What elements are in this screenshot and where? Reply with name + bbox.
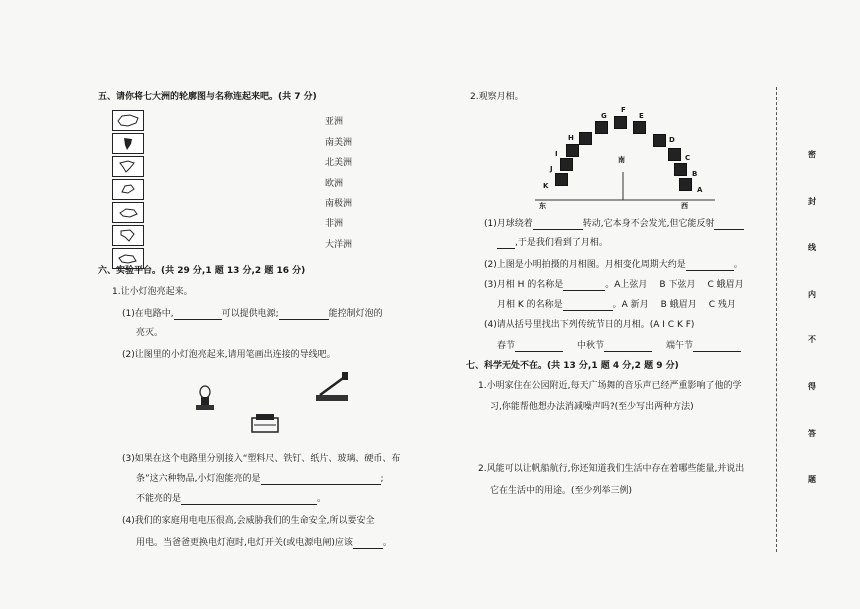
q2-1-text-c: ,于是我们看到了月相。 — [515, 238, 608, 249]
switch-icon — [316, 372, 348, 401]
q1-4-line2 — [136, 538, 392, 549]
continent-name-2[interactable]: 南美洲 — [325, 138, 353, 148]
q2-3-opt-d: 。A 新月 — [612, 300, 649, 311]
side-char-1: 密 — [808, 150, 816, 159]
q1-3-line2 — [136, 474, 384, 485]
festival-spring-blank[interactable] — [515, 341, 563, 352]
side-char-2: 封 — [808, 197, 816, 206]
q2-3-opt-c: C 蛾眉月 — [707, 280, 744, 291]
q1-3-semicolon: ; — [380, 474, 384, 485]
q1-1-text-b: 可以提供电源; — [221, 309, 279, 320]
q2-3-opt-b: B 下弦月 — [659, 280, 696, 291]
direction-west: 西 — [681, 202, 688, 210]
moon-label-f: F — [621, 106, 626, 114]
continent-outline-6[interactable] — [112, 225, 144, 246]
q2-1-blank-reflect-cont[interactable] — [497, 238, 515, 249]
q1-4-line1: (4)我们的家庭用电电压很高,会威胁我们的生命安全,所以要安全 — [122, 516, 375, 526]
moon-phase-i-icon — [566, 144, 579, 157]
continent-name-6[interactable]: 非洲 — [325, 219, 344, 229]
festival-midautumn-blank[interactable] — [604, 341, 652, 352]
q1-3-text-b: 条”这六种物品,小灯泡能亮的是 — [136, 474, 261, 485]
continent-shape-icon — [116, 251, 140, 266]
section7-title: 七、科学无处不在。(共 13 分,1 题 4 分,2 题 9 分) — [466, 361, 679, 371]
moon-phase-e-icon — [633, 121, 646, 134]
q2-3-opt-e: B 蛾眉月 — [660, 300, 697, 311]
continent-outline-4[interactable] — [112, 179, 144, 200]
q2-3-blank-h[interactable] — [563, 280, 605, 291]
q1-4-blank-switch-state[interactable] — [353, 538, 383, 549]
q1-1-text-a: (1)在电路中, — [122, 309, 174, 320]
q1-1-line — [122, 309, 383, 320]
moon-label-i: I — [555, 150, 558, 158]
moon-phase-j-icon — [560, 158, 573, 171]
side-char-5: 不 — [808, 335, 816, 344]
bulb-icon — [196, 386, 214, 410]
continent-name-4[interactable]: 欧洲 — [325, 179, 344, 189]
q2-3-line2 — [497, 300, 736, 311]
q2-3-opt-f: C 残月 — [708, 300, 736, 311]
continent-shape-icon — [116, 182, 140, 197]
moon-label-b: B — [692, 170, 698, 178]
continent-name-5[interactable]: 南极洲 — [325, 199, 353, 209]
side-char-8: 题 — [808, 475, 816, 484]
q1-1-line2: 亮灭。 — [136, 328, 164, 338]
q7-1-line1: 1.小明家住在公园附近,每天广场舞的音乐声已经严重影响了他的学 — [478, 381, 742, 391]
section5-title: 五、请你将七大洲的轮廓图与名称连起来吧。(共 7 分) — [98, 92, 317, 102]
q1-3-line3 — [136, 494, 326, 505]
moon-phase-f-icon — [614, 116, 627, 129]
q1-3-period: 。 — [317, 494, 327, 505]
q2-1-blank-reflect[interactable] — [714, 219, 744, 230]
continent-name-7[interactable]: 大洋洲 — [325, 240, 353, 250]
continent-outline-1[interactable] — [112, 110, 144, 131]
side-char-4: 内 — [808, 290, 816, 299]
moon-label-k: K — [543, 182, 549, 190]
moon-label-g: G — [601, 112, 607, 120]
q1-1-blank-power[interactable] — [174, 309, 222, 320]
q7-2-line2: 它在生活中的用途。(至少列举三例) — [490, 486, 633, 496]
moon-label-e: E — [639, 112, 644, 120]
q1-3-blank-lit[interactable] — [261, 474, 381, 485]
q2-3-text-a: (3)月相 H 的名称是 — [484, 280, 564, 291]
q1-2-text: (2)让图里的小灯泡亮起来,请用笔画出连接的导线吧。 — [122, 350, 336, 360]
continent-outline-3[interactable] — [112, 156, 144, 177]
q1-1-blank-switch[interactable] — [279, 309, 329, 320]
q2-1-line1 — [484, 219, 744, 230]
moon-phase-figure[interactable] — [535, 106, 715, 212]
q2-3-opt-a: 。A上弦月 — [605, 280, 648, 291]
moon-phase-b-icon — [674, 163, 687, 176]
moon-label-d: D — [669, 136, 675, 144]
moon-phase-c-icon — [668, 148, 681, 161]
moon-phase-d-icon — [653, 134, 666, 147]
q2-4-text: (4)请从括号里找出下列传统节日的月相。(A I C K F) — [484, 320, 695, 330]
q1-1-text-c: 能控制灯泡的 — [328, 309, 383, 320]
q2-heading: 2.观察月相。 — [470, 92, 524, 102]
q2-3-blank-k[interactable] — [563, 300, 613, 311]
q1-heading: 1.让小灯泡亮起来。 — [112, 287, 193, 297]
battery-icon — [252, 414, 278, 432]
festival-midautumn: 中秋节 — [577, 341, 605, 352]
q2-2-line — [484, 260, 743, 271]
q7-1-line2: 习,你能帮他想办法消减噪声吗?(至少写出两种方法) — [490, 402, 694, 412]
side-char-3: 线 — [808, 243, 816, 252]
direction-east: 东 — [539, 202, 546, 210]
circuit-components-figure[interactable] — [188, 370, 358, 442]
q7-2-line1: 2.风能可以让帆船航行,你还知道我们生活中存在着哪些能量,并说出 — [478, 464, 745, 474]
continent-outline-2[interactable] — [112, 133, 144, 154]
festival-dragonboat: 端午节 — [666, 341, 694, 352]
continent-shape-icon — [116, 228, 140, 243]
q2-3-text-e: 月相 K 的名称是 — [497, 300, 563, 311]
side-char-7: 答 — [808, 429, 816, 438]
q2-1-line2 — [497, 238, 608, 249]
q2-1-blank-orbit[interactable] — [533, 219, 583, 230]
festival-spring: 春节 — [497, 341, 516, 352]
festival-dragonboat-blank[interactable] — [693, 341, 741, 352]
q1-3-line1: (3)如果在这个电路里分别接入“塑料尺、铁钉、纸片、玻璃、硬币、布 — [122, 454, 401, 464]
seal-line — [776, 87, 777, 552]
festival-line — [497, 341, 741, 352]
moon-phase-h-icon — [579, 132, 592, 145]
q1-4-period: 。 — [382, 538, 392, 549]
continent-shape-icon — [116, 159, 140, 174]
q1-4-text-b: 用电。当爸爸更换电灯泡时,电灯开关(或电源电闸)应该 — [136, 538, 353, 549]
moon-label-j: J — [550, 165, 553, 173]
continent-name-1[interactable]: 亚洲 — [325, 117, 344, 127]
continent-shape-icon — [116, 205, 140, 220]
section6-title: 六、实验平台。(共 29 分,1 题 13 分,2 题 16 分) — [98, 266, 306, 276]
q2-2-text: (2)上图是小明拍摄的月相图。月相变化周期大约是 — [484, 260, 686, 271]
continent-outline-5[interactable] — [112, 202, 144, 223]
continent-shape-icon — [116, 113, 140, 128]
moon-phase-g-icon — [595, 121, 608, 134]
q1-3-blank-unlit[interactable] — [181, 494, 317, 505]
q2-3-line1 — [484, 280, 744, 291]
q1-3-text-c: 不能亮的是 — [136, 494, 182, 505]
moon-label-c: C — [685, 154, 691, 162]
q2-1-text-a: (1)月球绕着 — [484, 219, 533, 230]
moon-label-h: H — [568, 134, 574, 142]
moon-label-a: A — [697, 186, 703, 194]
continent-shape-icon — [116, 136, 140, 151]
continent-outline-column — [112, 110, 144, 271]
continent-name-3[interactable]: 北美洲 — [325, 158, 353, 168]
q2-2-period: 。 — [733, 260, 743, 271]
moon-phase-a-icon — [679, 178, 692, 191]
side-char-6: 得 — [808, 382, 816, 391]
q2-1-text-b: 转动,它本身不会发光,但它能反射 — [582, 219, 715, 230]
q2-2-blank-period[interactable] — [686, 260, 734, 271]
moon-phase-k-icon — [555, 173, 568, 186]
direction-south: 南 — [618, 156, 625, 164]
